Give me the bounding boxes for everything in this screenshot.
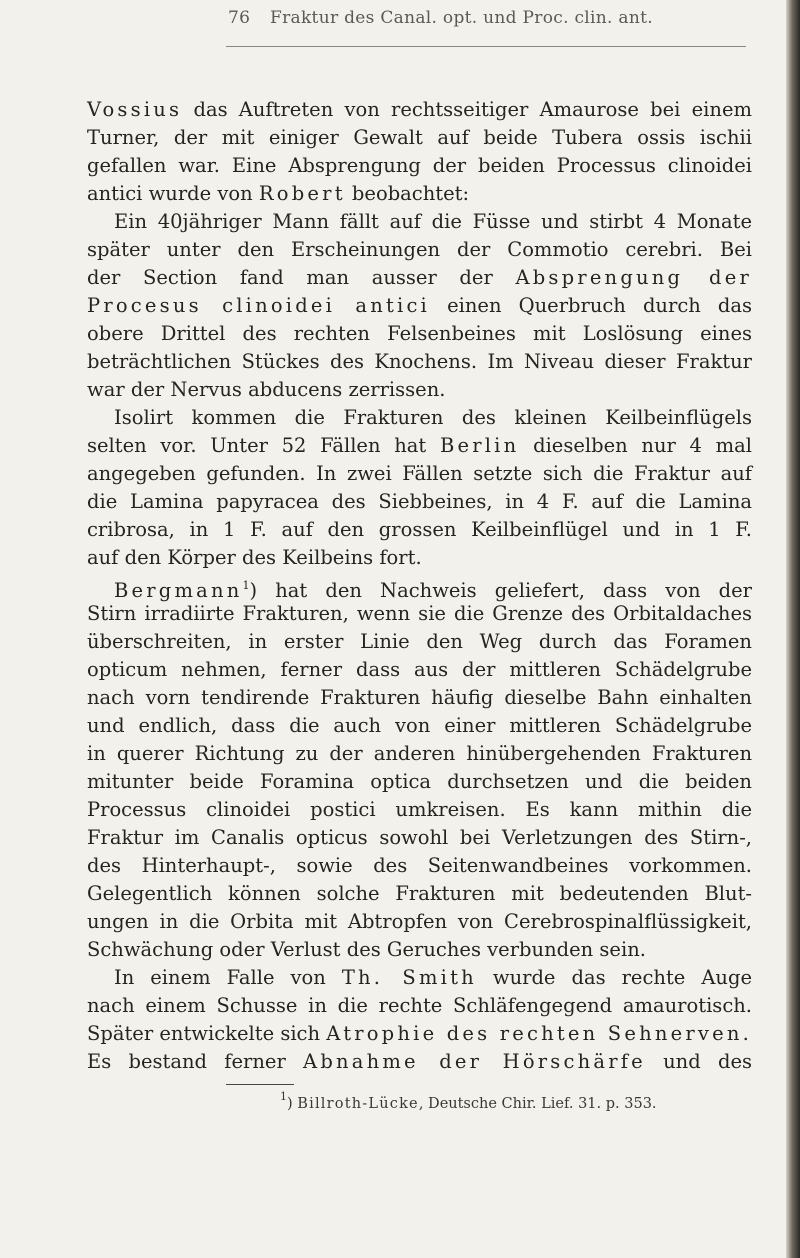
footnote: $^1$) Billroth-Lücke, Deutsche Chir. Lief. 31. p. 353. — [280, 1090, 657, 1112]
text-line: gefallen war. Eine Absprengung der beiden Processus clinoidei — [87, 154, 752, 177]
text-line: In einem Falle von Th. Smith wurde das rechte Auge — [114, 966, 752, 989]
page-edge-shadow — [786, 0, 800, 1258]
text-line: nach einem Schusse in die rechte Schläfengegend amaurotisch. — [87, 994, 752, 1017]
text-line: Fraktur im Canalis opticus sowohl bei Verletzungen des Stirn-, — [87, 826, 752, 849]
text-line: Isolirt kommen die Frakturen des kleinen Keilbeinflügels — [114, 406, 752, 429]
text-line: Ein 40jähriger Mann fällt auf die Füsse und stirbt 4 Monate — [114, 210, 752, 233]
running-title: Fraktur des Canal. opt. und Proc. clin. ant. — [270, 8, 653, 28]
emphasis: Abnahme der Hörschärfe — [303, 1050, 646, 1073]
text-line: Später entwickelte sich Atrophie des rechten Sehnerven. — [87, 1022, 752, 1045]
text-line: die Lamina papyracea des Siebbeines, in 4 F. auf die Lamina — [87, 490, 752, 513]
text-line: selten vor. Unter 52 Fällen hat Berlin dieselben nur 4 mal — [87, 434, 752, 457]
text-line: beträchtlichen Stückes des Knochens. Im Niveau dieser Fraktur — [87, 350, 752, 373]
text-line: später unter den Erscheinungen der Commotio cerebri. Bei — [87, 238, 752, 261]
footnote-marker: 1 — [242, 579, 250, 592]
text-line: angegeben gefunden. In zwei Fällen setzte sich die Fraktur auf — [87, 462, 752, 485]
text-line: Procesus clinoidei antici einen Querbruch durch das — [87, 294, 752, 317]
author-name: Berlin — [439, 434, 520, 457]
footnote-rule — [226, 1084, 294, 1085]
text-line: Vossius das Auftreten von rechtsseitiger Amaurose bei einem — [87, 98, 752, 121]
text-line: der Section fand man ausser der Absprengung der — [87, 266, 752, 289]
text-line: opticum nehmen, ferner dass aus der mittleren Schädelgrube — [87, 658, 752, 681]
text-line: antici wurde von Robert beobachtet: — [87, 182, 470, 205]
emphasis: Procesus clinoidei antici — [87, 294, 430, 317]
author-name: Th. Smith — [341, 966, 477, 989]
text-line: überschreiten, in erster Linie den Weg durch das Foramen — [87, 630, 752, 653]
text-line: Processus clinoidei postici umkreisen. Es kann mithin die — [87, 798, 752, 821]
text-line: auf den Körper des Keilbeins fort. — [87, 546, 422, 569]
text-line: Gelegentlich können solche Frakturen mit bedeutenden Blut- — [87, 882, 752, 905]
emphasis: Atrophie des rechten Sehnerven. — [326, 1022, 752, 1045]
text-line: Schwächung oder Verlust des Geruches verbunden sein. — [87, 938, 646, 961]
text-line: nach vorn tendirende Frakturen häufig dieselbe Bahn einhalten — [87, 686, 752, 709]
text-line: ungen in die Orbita mit Abtropfen von Cerebrospinalflüssigkeit, — [87, 910, 752, 933]
text-line: Bergmann$^1$) hat den Nachweis geliefert, dass von der — [114, 579, 752, 602]
text-line: und endlich, dass die auch von einer mittleren Schädelgrube — [87, 714, 752, 737]
author-name: Robert — [258, 182, 346, 205]
text-line: Es bestand ferner Abnahme der Hörschärfe und des — [87, 1050, 753, 1073]
text-line: in querer Richtung zu der anderen hinübergehenden Frakturen — [87, 742, 752, 765]
text-line: Stirn irradiirte Frakturen, wenn sie die Grenze des Orbitaldaches — [87, 602, 752, 625]
footnote-marker: 1 — [280, 1090, 287, 1103]
page-number: 76 — [228, 8, 251, 28]
header-rule — [226, 46, 746, 47]
text-line: Turner, der mit einiger Gewalt auf beide Tubera ossis ischii — [87, 126, 752, 149]
footnote-author: Billroth-Lücke — [297, 1096, 419, 1112]
text-line: des Hinterhaupt-, sowie des Seitenwandbeines vorkommen. — [87, 854, 752, 877]
emphasis: Absprengung der — [515, 266, 752, 289]
text-line: war der Nervus abducens zerrissen. — [87, 378, 446, 401]
author-name: Bergmann — [114, 579, 243, 602]
text-line: obere Drittel des rechten Felsenbeines mit Loslösung eines — [87, 322, 752, 345]
text-line: mitunter beide Foramina optica durchsetzen und die beiden — [87, 770, 752, 793]
author-name: Vossius — [87, 98, 183, 121]
text-line: cribrosa, in 1 F. auf den grossen Keilbeinflügel und in 1 F. — [87, 518, 752, 541]
